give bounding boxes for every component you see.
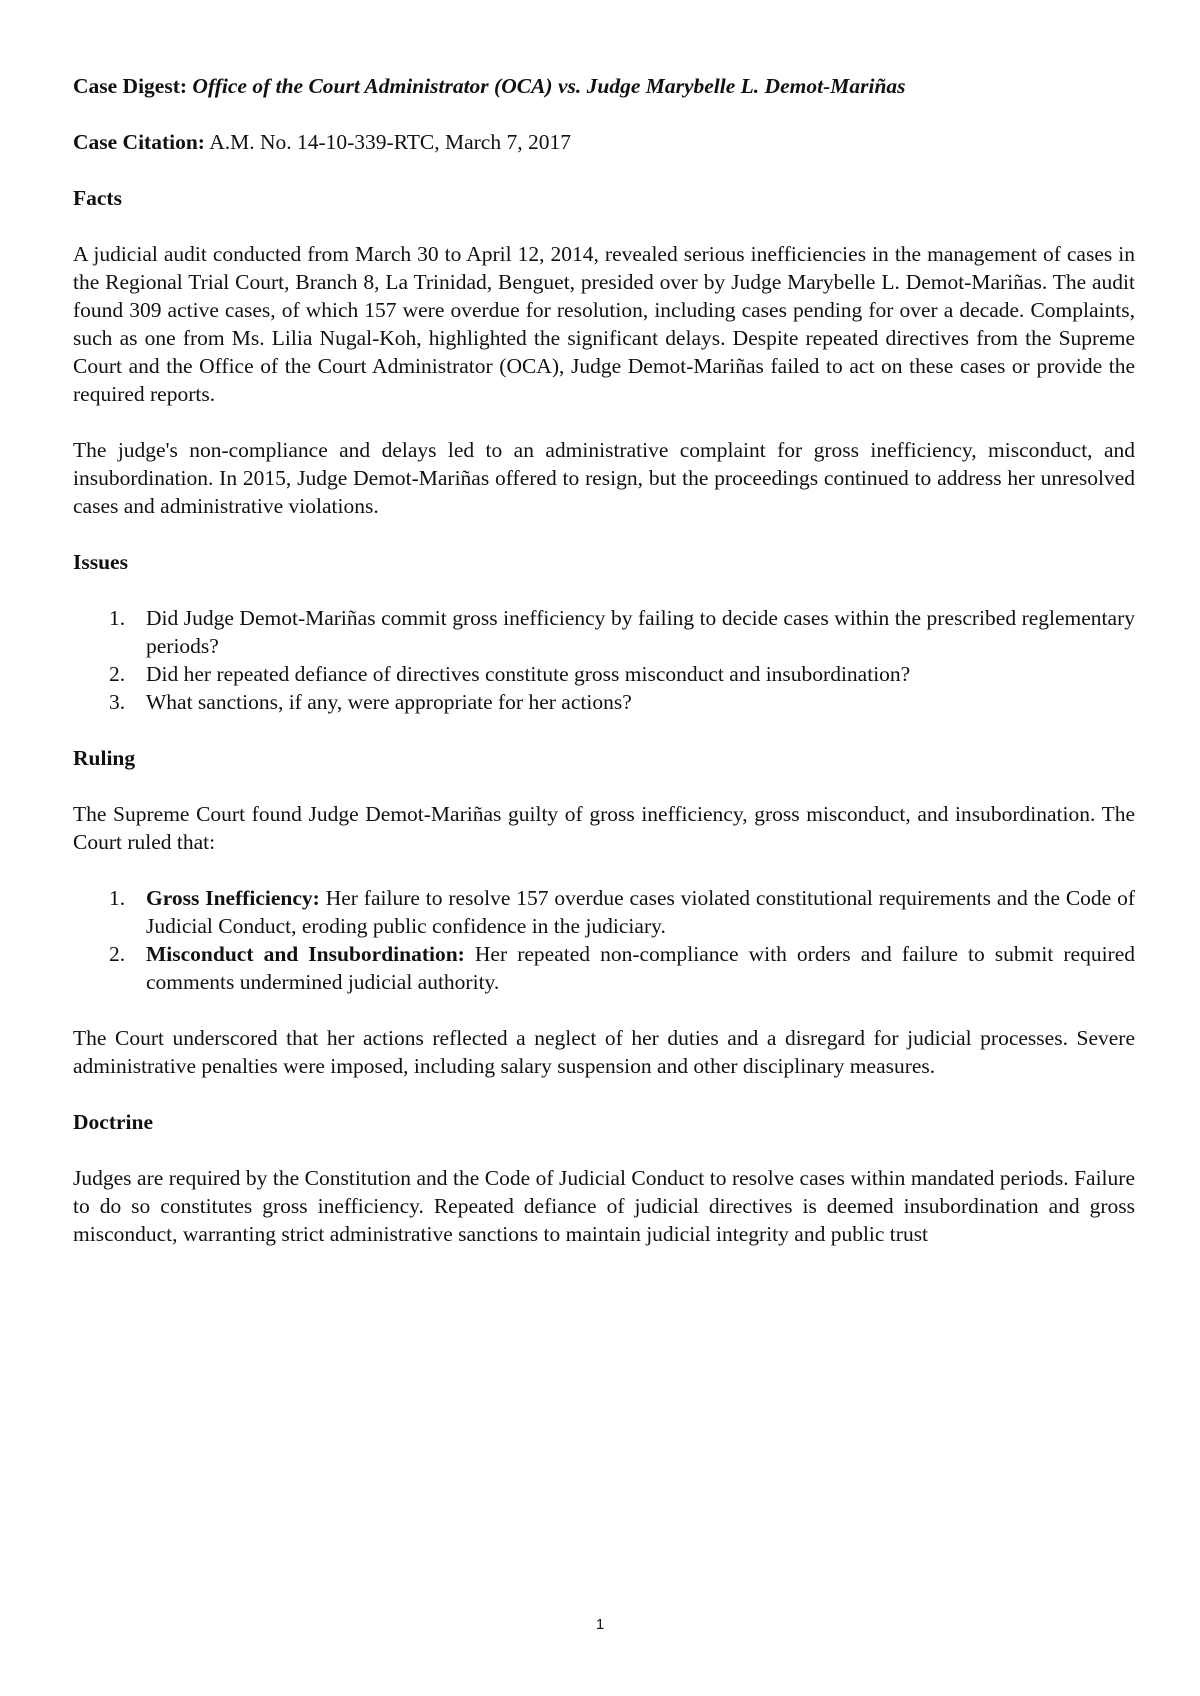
- case-citation-line: [73, 128, 1135, 156]
- list-item-text: What sanctions, if any, were appropriate for her actions?: [146, 690, 632, 714]
- case-citation-label: Case Citation:: [73, 130, 205, 154]
- list-item-label: Gross Inefficiency:: [146, 886, 320, 910]
- facts-paragraph-2: The judge's non-compliance and delays led to an administrative complaint for gross inefficiency, misconduct, and insubordination. In 2015, Judge Demot-Mariñas offered to resign, but the proceedings continued to address her unresolved cases and administrative violations.: [73, 438, 1135, 518]
- list-item-number: 2.: [109, 662, 126, 686]
- list-item-label: Misconduct and Insubordination:: [146, 942, 465, 966]
- page-number: 1: [595, 1616, 605, 1633]
- document-body: [73, 72, 1135, 1276]
- doctrine-heading: Doctrine: [73, 1110, 153, 1134]
- list-item-number: 3.: [109, 690, 126, 714]
- list-item-text: Her repeated non-compliance with orders and failure to submit required comments undermined judicial authority.: [146, 942, 1136, 994]
- ruling-conclusion: The Court underscored that her actions reflected a neglect of her duties and a disregard for judicial processes. Severe administrative penalties were imposed, including salary suspension and other disciplinary measures.: [73, 1026, 1135, 1078]
- list-item: [73, 688, 1135, 716]
- ruling-heading: Ruling: [73, 746, 136, 770]
- issues-list: [73, 604, 1135, 716]
- list-item: [73, 940, 1135, 996]
- list-item-text: Her failure to resolve 157 overdue cases violated constitutional requirements and the Code of Judicial Conduct, eroding public confidence in the judiciary.: [146, 886, 1135, 938]
- list-item: [73, 884, 1135, 940]
- list-item: [73, 604, 1135, 660]
- list-item-number: 2.: [109, 942, 126, 966]
- list-item-number: 1.: [109, 886, 126, 910]
- ruling-intro: The Supreme Court found Judge Demot-Mariñas guilty of gross inefficiency, gross misconduct, and insubordination. The Court ruled that:: [73, 802, 1135, 854]
- facts-heading: Facts: [73, 186, 122, 210]
- list-item: [73, 660, 1135, 688]
- list-item-text: Did her repeated defiance of directives constitute gross misconduct and insubordination?: [146, 662, 911, 686]
- list-item-text: Did Judge Demot-Mariñas commit gross inefficiency by failing to decide cases within the prescribed reglementary periods?: [146, 606, 1135, 658]
- issues-heading: Issues: [73, 550, 128, 574]
- case-citation-value: A.M. No. 14-10-339-RTC, March 7, 2017: [209, 130, 571, 154]
- case-digest-label: Case Digest:: [73, 74, 188, 98]
- case-digest-line: [73, 72, 1135, 100]
- doctrine-paragraph: Judges are required by the Constitution and the Code of Judicial Conduct to resolve cases within mandated periods. Failure to do so constitutes gross inefficiency. Repeated defiance of judicial directives is deemed insubordination and gross misconduct, warranting strict administrative sanctions to maintain judicial integrity and public trust: [73, 1166, 1135, 1246]
- ruling-list: [73, 884, 1135, 996]
- facts-paragraph-1: A judicial audit conducted from March 30 to April 12, 2014, revealed serious inefficiencies in the management of cases in the Regional Trial Court, Branch 8, La Trinidad, Benguet, presided over by Judge Marybelle L. Demot-Mariñas. The audit found 309 active cases, of which 157 were overdue for resolution, including cases pending for over a decade. Complaints, such as one from Ms. Lilia Nugal-Koh, highlighted the significant delays. Despite repeated directives from the Supreme Court and the Office of the Court Administrator (OCA), Judge Demot-Mariñas failed to act on these cases or provide the required reports.: [73, 242, 1135, 406]
- case-digest-title: Office of the Court Administrator (OCA) vs. Judge Marybelle L. Demot-Mariñas: [192, 74, 906, 98]
- list-item-number: 1.: [109, 606, 126, 630]
